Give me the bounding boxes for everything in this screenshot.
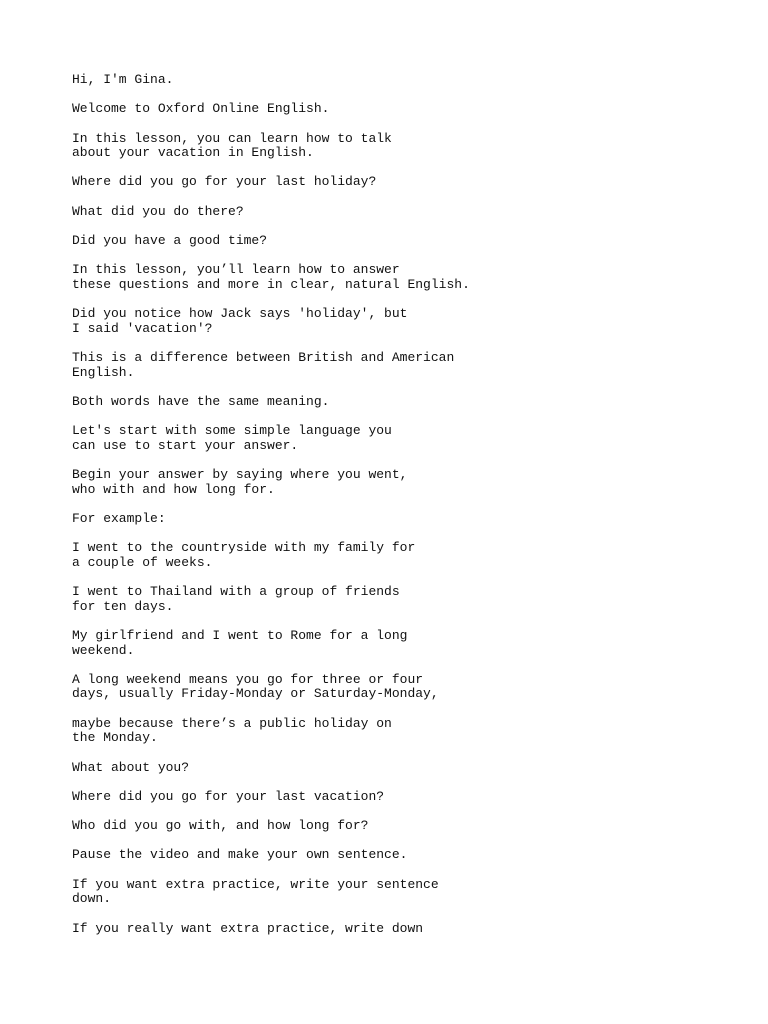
text-line: Both words have the same meaning. [72, 393, 330, 409]
paragraph-begin-answer [72, 468, 732, 497]
paragraph-holiday-vacation [72, 307, 732, 336]
paragraph-example-countryside [72, 541, 732, 570]
text-line: Let's start with some simple language you [72, 423, 392, 439]
paragraph-question-what [72, 205, 732, 220]
paragraph-same-meaning [72, 395, 732, 410]
text-line: What about you? [72, 759, 190, 775]
text-line: Welcome to Oxford Online English. [72, 101, 330, 117]
text-line: who with and how long for. [72, 481, 275, 497]
text-line: A long weekend means you go for three or four [72, 671, 424, 687]
paragraph-simple-language [72, 424, 732, 453]
text-line: for ten days. [72, 598, 174, 614]
text-line: What did you do there? [72, 203, 244, 219]
paragraph-really-extra-practice [72, 922, 732, 937]
text-line: If you want extra practice, write your sentence [72, 876, 439, 892]
text-line: I said 'vacation'? [72, 320, 213, 336]
text-line: This is a difference between British and American [72, 350, 455, 366]
text-line: days, usually Friday-Monday or Saturday-Monday, [72, 686, 439, 702]
paragraph-long-weekend [72, 673, 732, 702]
text-line: Where did you go for your last holiday? [72, 174, 377, 190]
paragraph-extra-practice [72, 878, 732, 907]
text-line: Did you notice how Jack says 'holiday', but [72, 306, 408, 322]
paragraph-british-american [72, 351, 732, 380]
paragraph-public-holiday [72, 717, 732, 746]
paragraph-lesson-intro [72, 132, 732, 161]
transcript-page [72, 73, 732, 951]
text-line: I went to Thailand with a group of friends [72, 584, 400, 600]
text-line: weekend. [72, 642, 135, 658]
paragraph-question-where [72, 175, 732, 190]
text-line: If you really want extra practice, write down [72, 920, 424, 936]
paragraph-question-good-time [72, 234, 732, 249]
text-line: My girlfriend and I went to Rome for a long [72, 627, 408, 643]
text-line: Who did you go with, and how long for? [72, 818, 369, 834]
text-line: In this lesson, you’ll learn how to answer [72, 262, 400, 278]
text-line: maybe because there’s a public holiday on [72, 715, 392, 731]
paragraph-what-about-you [72, 761, 732, 776]
text-line: about your vacation in English. [72, 145, 314, 161]
text-line: I went to the countryside with my family for [72, 540, 416, 556]
paragraph-example-rome [72, 629, 732, 658]
text-line: down. [72, 891, 112, 907]
text-line: Pause the video and make your own sentence. [72, 847, 408, 863]
paragraph-lesson-goal [72, 263, 732, 292]
text-line: In this lesson, you can learn how to talk [72, 130, 392, 146]
text-line: English. [72, 364, 135, 380]
paragraph-pause-video [72, 848, 732, 863]
paragraph-for-example [72, 512, 732, 527]
text-line: can use to start your answer. [72, 437, 299, 453]
text-line: Begin your answer by saying where you went, [72, 467, 408, 483]
text-line: Hi, I'm Gina. [72, 72, 174, 87]
text-line: Did you have a good time? [72, 233, 268, 248]
paragraph-welcome [72, 102, 732, 117]
text-line: Where did you go for your last vacation? [72, 788, 385, 804]
text-line: For example: [72, 510, 166, 526]
text-line: a couple of weeks. [72, 554, 213, 570]
text-line: these questions and more in clear, natural English. [72, 276, 470, 292]
paragraph-example-thailand [72, 585, 732, 614]
paragraph-who-how-long [72, 819, 732, 834]
text-line: the Monday. [72, 730, 158, 746]
paragraph-greeting [72, 73, 732, 88]
paragraph-where-last-vacation [72, 790, 732, 805]
